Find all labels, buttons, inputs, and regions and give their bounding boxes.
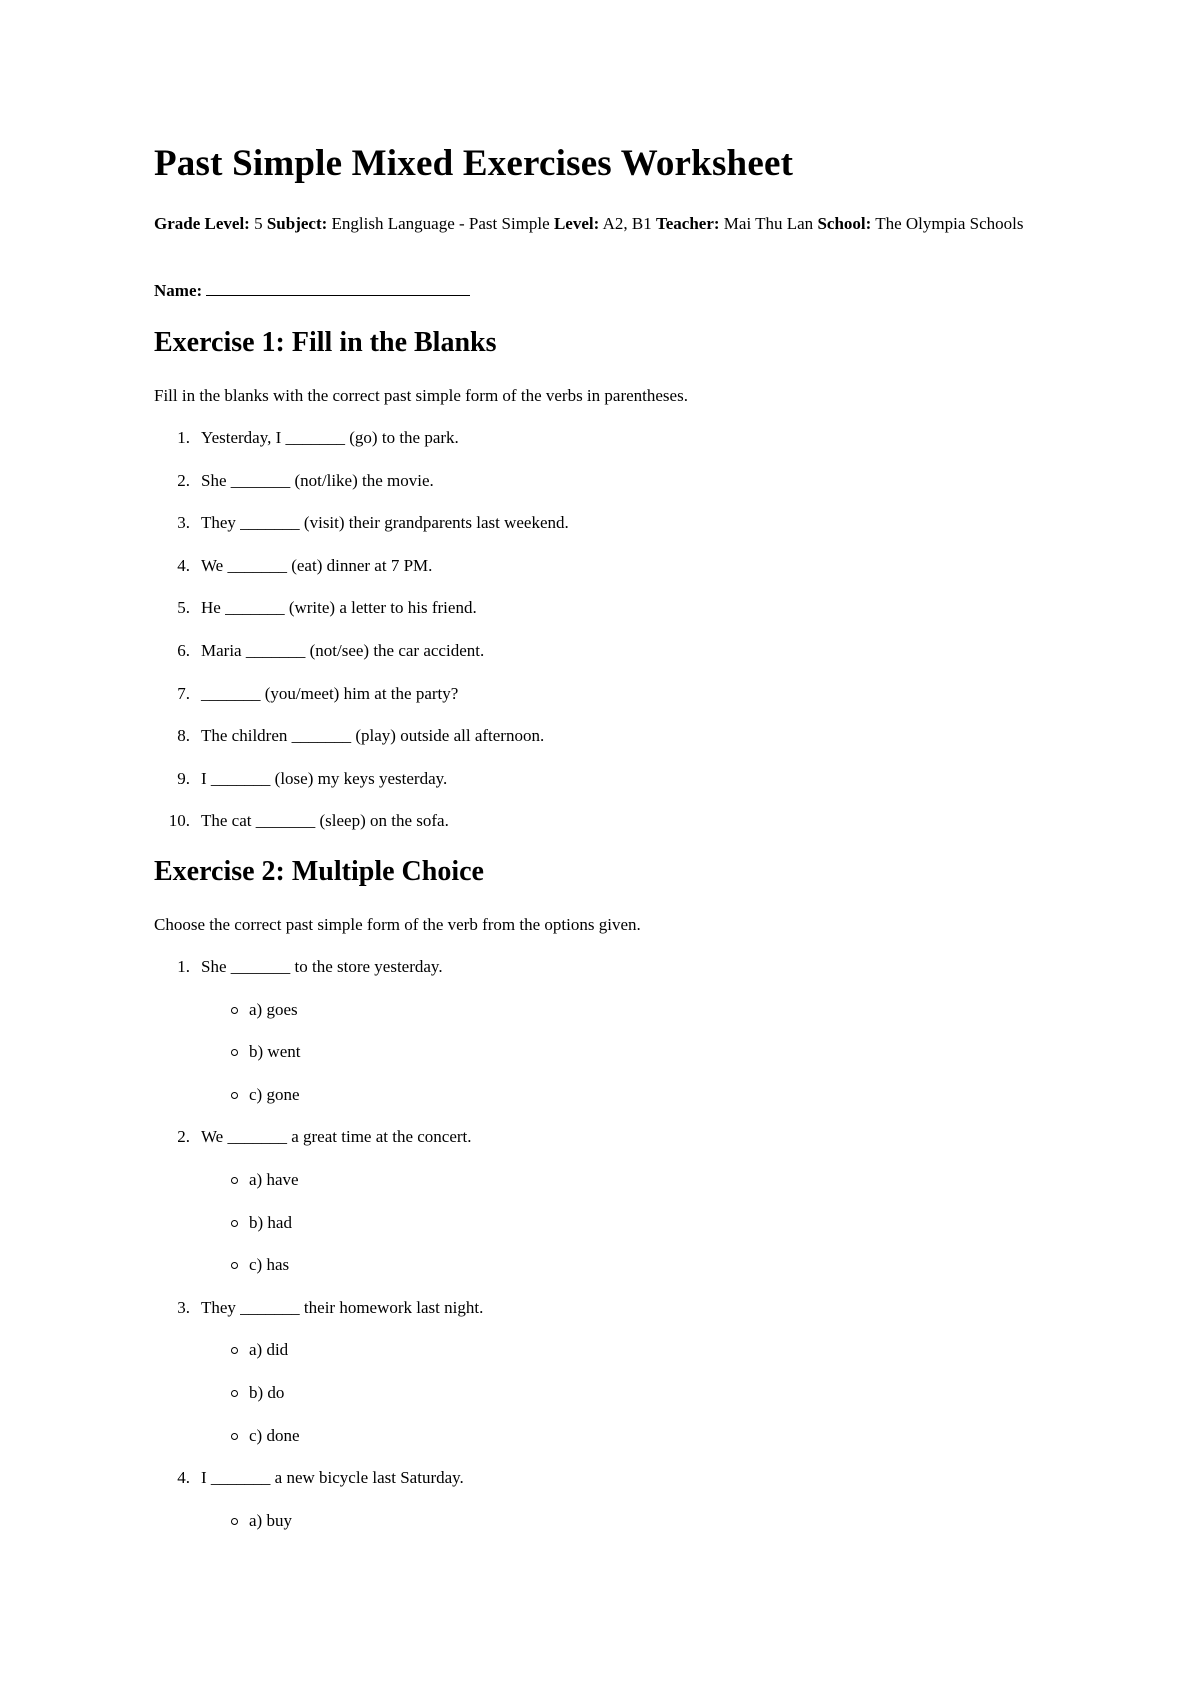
option-text: b) do (249, 1383, 285, 1402)
item-text: The cat _______ (sleep) on the sofa. (201, 811, 449, 831)
item-text: Maria _______ (not/see) the car accident. (201, 641, 485, 660)
item-text: She _______ to the store yesterday. (201, 957, 443, 976)
circle-bullet-icon (231, 1092, 238, 1099)
option-text: b) went (249, 1042, 301, 1062)
item-number: 3. (177, 513, 190, 533)
item-text: We _______ (eat) dinner at 7 PM. (201, 555, 433, 575)
item-number: 10. (168, 811, 190, 831)
item-text: I _______ (lose) my keys yesterday. (201, 768, 448, 788)
teacher-value: Mai Thu Lan (719, 214, 818, 233)
item-number: 2. (177, 1127, 190, 1147)
item-text: Yesterday, I _______ (go) to the park. (201, 428, 459, 447)
grade-label: Grade Level: (154, 214, 250, 233)
name-label: Name: (154, 281, 203, 300)
exercise1-instruction: Fill in the blanks with the correct past simple form of the verbs in parentheses. (154, 386, 688, 405)
option-text: c) done (249, 1425, 300, 1445)
name-blank-line[interactable] (206, 278, 470, 296)
level-label: Level: (553, 214, 600, 233)
teacher-label: Teacher: (655, 214, 720, 233)
item-number: 1. (177, 957, 190, 976)
item-number: 4. (177, 1468, 190, 1488)
option-text: a) did (249, 1340, 289, 1360)
item-number: 3. (177, 1297, 190, 1317)
exercise1-heading: Exercise 1: Fill in the Blanks (154, 327, 497, 358)
school-value: The Olympia Schools (871, 214, 1024, 233)
worksheet-meta (154, 212, 1034, 236)
circle-bullet-icon (231, 1390, 238, 1397)
option-text: c) has (249, 1255, 290, 1275)
exercise2-heading: Exercise 2: Multiple Choice (154, 856, 484, 887)
circle-bullet-icon (231, 1262, 238, 1269)
item-text: The children _______ (play) outside all afternoon. (201, 726, 545, 746)
item-text: _______ (you/meet) him at the party? (201, 683, 459, 703)
level-value: A2, B1 (599, 214, 656, 233)
item-number: 7. (177, 683, 190, 703)
item-text: They _______ their homework last night. (201, 1297, 484, 1317)
circle-bullet-icon (231, 1220, 238, 1227)
option-text: a) buy (249, 1510, 292, 1530)
item-number: 1. (177, 428, 190, 447)
item-text: They _______ (visit) their grandparents last weekend. (201, 513, 569, 533)
item-number: 9. (177, 768, 190, 788)
option-text: b) had (249, 1212, 292, 1232)
item-text: He _______ (write) a letter to his friend. (201, 598, 477, 618)
item-text: I _______ a new bicycle last Saturday. (201, 1468, 464, 1488)
item-text: We _______ a great time at the concert. (201, 1127, 472, 1147)
item-text: She _______ (not/like) the movie. (201, 470, 434, 490)
grade-value: 5 (249, 214, 267, 233)
school-label: School: (817, 214, 872, 233)
circle-bullet-icon (231, 1347, 238, 1354)
circle-bullet-icon (231, 1433, 238, 1440)
option-text: c) gone (249, 1084, 300, 1104)
circle-bullet-icon (231, 1007, 238, 1014)
item-number: 2. (177, 470, 190, 490)
subject-value: English Language - Past Simple (327, 214, 554, 233)
circle-bullet-icon (231, 1518, 238, 1525)
page-title: Past Simple Mixed Exercises Worksheet (154, 143, 794, 184)
item-number: 4. (177, 555, 190, 575)
item-number: 5. (177, 598, 190, 618)
subject-label: Subject: (266, 214, 328, 233)
item-number: 6. (177, 641, 190, 660)
option-text: a) have (249, 1170, 299, 1189)
name-field (154, 278, 470, 303)
circle-bullet-icon (231, 1177, 238, 1184)
exercise2-instruction: Choose the correct past simple form of the verb from the options given. (154, 915, 641, 934)
option-text: a) goes (249, 999, 298, 1019)
circle-bullet-icon (231, 1049, 238, 1056)
item-number: 8. (177, 726, 190, 746)
